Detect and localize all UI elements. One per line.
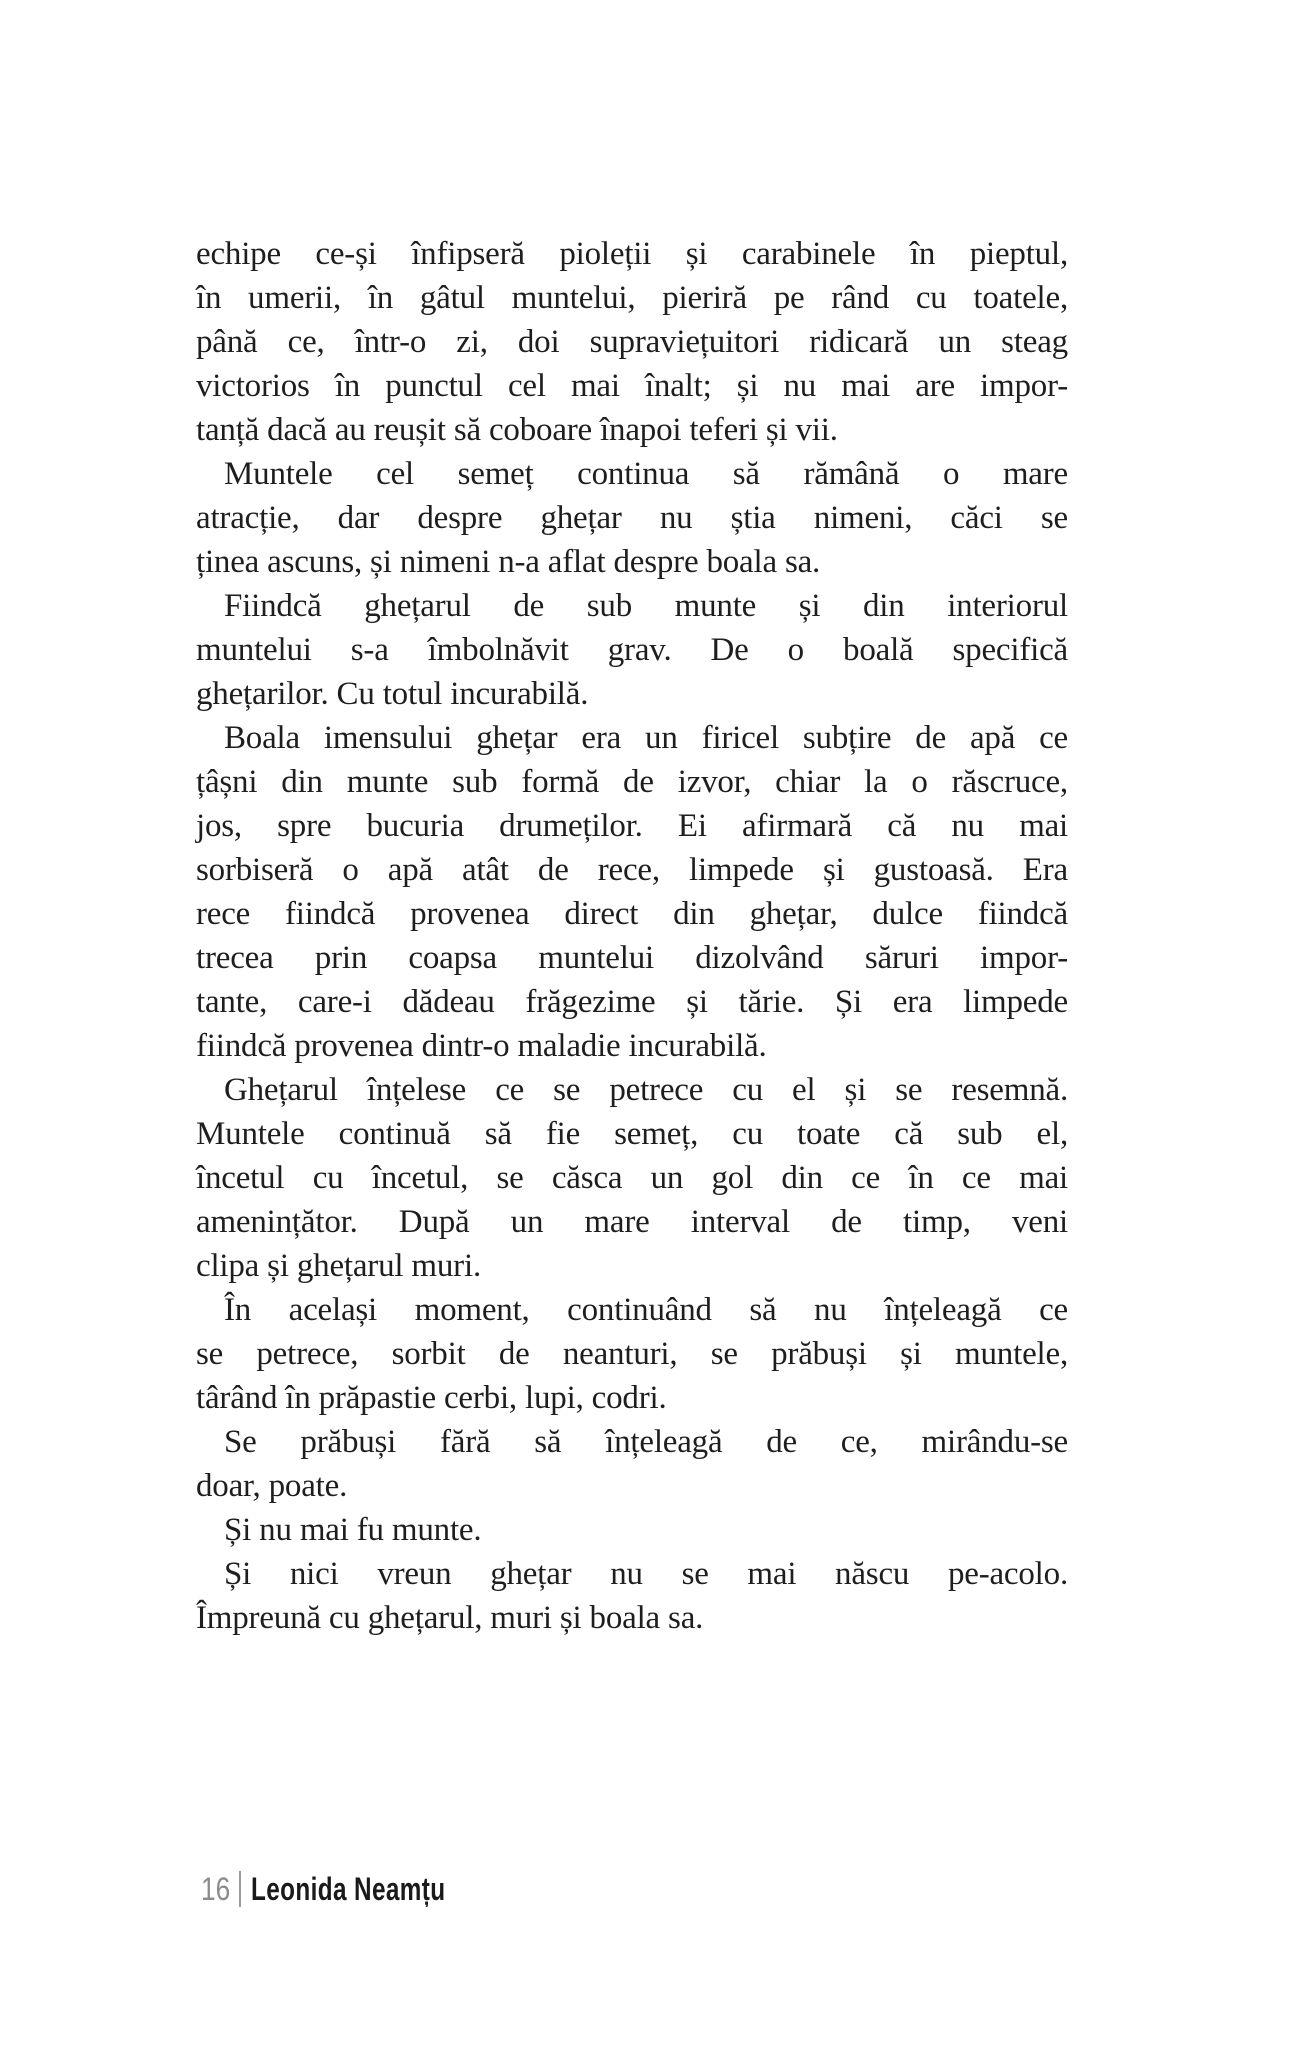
- text-line: încetul cu încetul, se căsca un gol din ce în ce mai: [196, 1160, 1068, 1196]
- text-line: Muntele continuă să fie semeț, cu toate că sub el,: [196, 1116, 1068, 1152]
- paragraph: [196, 1552, 1068, 1640]
- text-line: ghețarilor. Cu totul incurabilă.: [196, 676, 589, 712]
- page-footer: [201, 1869, 507, 1909]
- text-line: rece fiindcă provenea direct din ghețar, dulce fiindcă: [196, 896, 1068, 932]
- text-line: muntelui s-a îmbolnăvit grav. De o boală specifică: [196, 632, 1068, 668]
- paragraph: [196, 232, 1068, 452]
- page-text: [196, 232, 1068, 1640]
- footer-author-name: Leonida Neamțu: [250, 1871, 446, 1907]
- text-line: doar, poate.: [196, 1468, 348, 1504]
- text-line: tanță dacă au reușit să coboare înapoi teferi și vii.: [196, 412, 838, 448]
- page-number: 16: [201, 1871, 231, 1907]
- text-line: Muntele cel semeț continua să rămână o mare: [224, 456, 1068, 492]
- text-line: Și nici vreun ghețar nu se mai născu pe-acolo.: [224, 1556, 1068, 1592]
- text-line: echipe ce-și înfipseră pioleții și carabinele în pieptul,: [196, 236, 1068, 272]
- text-line: se petrece, sorbit de neanturi, se prăbuși și muntele,: [196, 1336, 1068, 1372]
- text-line: clipa și ghețarul muri.: [196, 1248, 481, 1284]
- text-line: victorios în punctul cel mai înalt; și nu mai are impor-: [196, 368, 1068, 404]
- paragraph: [196, 1508, 1068, 1552]
- text-line: trecea prin coapsa muntelui dizolvând săruri impor-: [196, 940, 1068, 976]
- text-line: Ghețarul înțelese ce se petrece cu el și se resemnă.: [224, 1072, 1068, 1108]
- text-line: în umerii, în gâtul muntelui, pieriră pe rând cu toatele,: [196, 280, 1068, 316]
- text-line: amenințător. După un mare interval de timp, veni: [196, 1204, 1068, 1240]
- text-line: tante, care-i dădeau frăgezime și tărie. Și era limpede: [196, 984, 1068, 1020]
- text-line: târând în prăpastie cerbi, lupi, codri.: [196, 1380, 667, 1416]
- text-line: Fiindcă ghețarul de sub munte și din interiorul: [224, 588, 1068, 624]
- text-line: Se prăbuși fără să înțeleagă de ce, mirându-se: [224, 1424, 1068, 1460]
- text-line: sorbiseră o apă atât de rece, limpede și gustoasă. Era: [196, 852, 1068, 888]
- text-line: ținea ascuns, și nimeni n-a aflat despre boala sa.: [196, 544, 821, 580]
- footer-separator-bar: [239, 1871, 241, 1907]
- text-line: fiindcă provenea dintr-o maladie incurabilă.: [196, 1028, 767, 1064]
- text-line: până ce, într-o zi, doi supraviețuitori ridicară un steag: [196, 324, 1068, 360]
- text-line: jos, spre bucuria drumeților. Ei afirmară că nu mai: [196, 808, 1068, 844]
- paragraph: [196, 716, 1068, 1068]
- paragraph: [196, 1288, 1068, 1420]
- paragraph: [196, 452, 1068, 584]
- text-line: atracție, dar despre ghețar nu știa nimeni, căci se: [196, 500, 1068, 536]
- text-line: Boala imensului ghețar era un firicel subțire de apă ce: [224, 720, 1068, 756]
- paragraph: [196, 584, 1068, 716]
- text-line: Și nu mai fu munte.: [224, 1512, 482, 1548]
- text-line: În același moment, continuând să nu înțeleagă ce: [224, 1292, 1068, 1328]
- paragraph: [196, 1420, 1068, 1508]
- paragraph: [196, 1068, 1068, 1288]
- text-line: Împreună cu ghețarul, muri și boala sa.: [196, 1600, 704, 1636]
- text-line: țâșni din munte sub formă de izvor, chiar la o răscruce,: [196, 764, 1068, 800]
